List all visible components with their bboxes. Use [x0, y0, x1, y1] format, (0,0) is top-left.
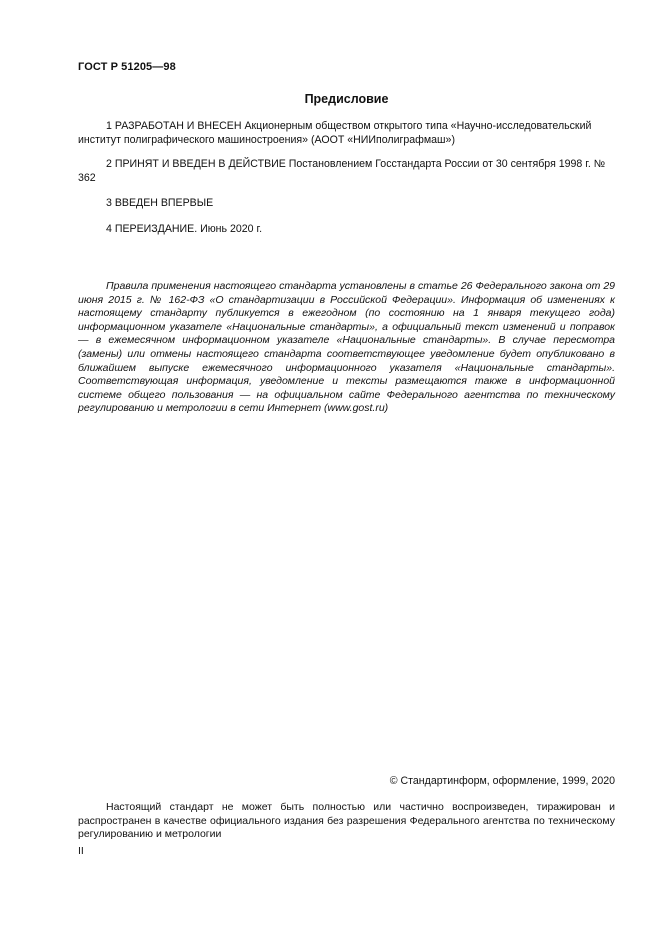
copyright-line: © Стандартинформ, оформление, 1999, 2020 — [389, 775, 615, 787]
reproduction-restriction-notice: Настоящий стандарт не может быть полностью или частично воспроизведен, тиражирован и распространен в качестве официального издания без разрешения Федерального агентства по техническому регулированию и метрологии — [78, 801, 615, 841]
preface-item-3: 3 ВВЕДЕН ВПЕРВЫЕ — [106, 197, 214, 209]
preface-item-2: 2 ПРИНЯТ И ВВЕДЕН В ДЕЙСТВИЕ Постановлением Госстандарта России от 30 сентября 1998 г. № 362 — [78, 158, 606, 184]
standard-application-notice: Правила применения настоящего стандарта установлены в статье 26 Федерального закона от 29 июня 2015 г. № 162-ФЗ «О стандартизации в Российской Федерации». Информация об изменениях к настоящему стандарту публикуется в ежегодном (по состоянию на 1 января текущего года) информационном указателе «Национальные стандарты», а официальный текст изменений и поправок — в ежемесячном информационном указателе «Национальные стандарты». В случае пересмотра (замены) или отмены настоящего стандарта соответствующее уведомление будет опубликовано в ближайшем выпуске ежемесячного информационного указателя «Национальные стандарты». Соответствующая информация, уведомление и тексты размещаются также в информационной системе общего пользования — на официальном сайте Федерального агентства по техническому регулированию и метрологии в сети Интернет (www.gost.ru) — [78, 280, 615, 415]
preface-item-1: 1 РАЗРАБОТАН И ВНЕСЕН Акционерным обществом открытого типа «Научно-исследовательский институт полиграфического машиностроения» (АООТ «НИИполиграфмаш») — [78, 120, 592, 146]
page-number: II — [78, 845, 84, 857]
preface-item-4: 4 ПЕРЕИЗДАНИЕ. Июнь 2020 г. — [106, 223, 263, 235]
document-code: ГОСТ Р 51205—98 — [78, 61, 176, 73]
preface-title: Предисловие — [304, 92, 389, 106]
